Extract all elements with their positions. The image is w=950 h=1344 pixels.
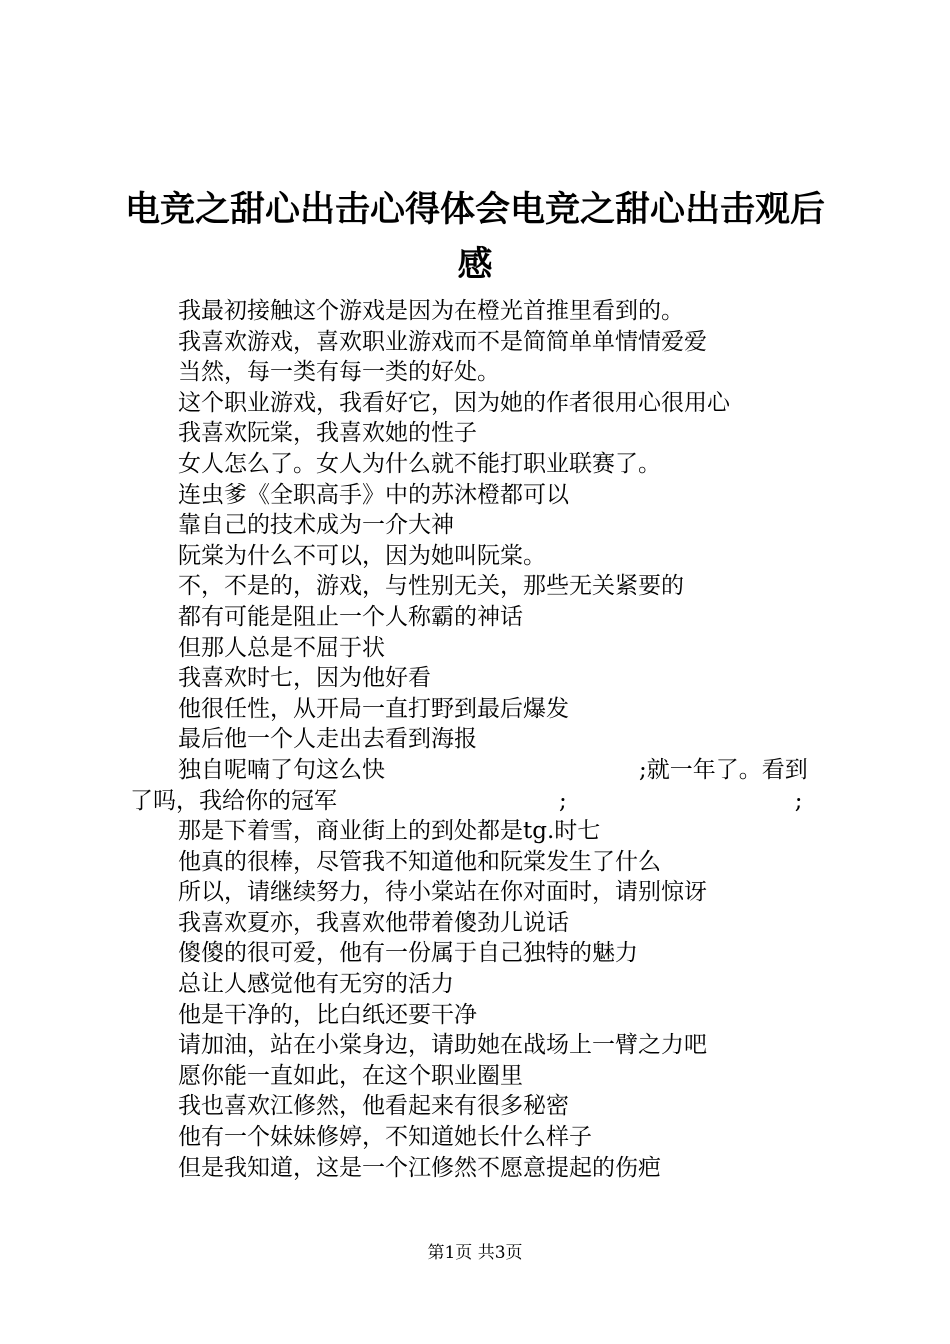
paragraph-line: 连虫爹《全职高手》中的苏沐橙都可以 [178,481,569,508]
paragraph-line: 但那人总是不屈于状 [178,634,385,661]
paragraph-line: 那是下着雪，商业街上的到处都是tg.时七 [178,818,601,845]
paragraph-line: 我喜欢游戏，喜欢职业游戏而不是简简单单情情爱爱 [178,328,707,355]
paragraph-line: 靠自己的技术成为一介大神 [178,512,454,539]
paragraph-line: 他真的很棒，尽管我不知道他和阮棠发生了什么 [178,848,661,875]
paragraph-line-split [130,755,830,786]
document-title-line-2: 感 [457,244,493,285]
paragraph-line: 我喜欢时七，因为他好看 [178,665,431,692]
paragraph-line: 当然，每一类有每一类的好处。 [178,359,500,386]
paragraph-line-split [130,786,830,817]
paragraph-line: 阮棠为什么不可以，因为她叫阮棠。 [178,542,546,569]
paragraph-line: 傻傻的很可爱，他有一份属于自己独特的魅力 [178,940,638,967]
paragraph-line: 他是干净的，比白纸还要干净 [178,1001,477,1028]
paragraph-line: 都有可能是阻止一个人称霸的神话 [178,603,523,630]
split-text-d: ; [559,787,567,814]
paragraph-line: 不，不是的，游戏，与性别无关，那些无关紧要的 [178,573,684,600]
paragraph-line: 他有一个妹妹修婷，不知道她长什么样子 [178,1124,592,1151]
paragraph-line: 请加油，站在小棠身边，请助她在战场上一臂之力吧 [178,1032,707,1059]
document-body [130,296,830,1183]
paragraph-line: 但是我知道，这是一个江修然不愿意提起的伤疤 [178,1154,661,1181]
paragraph-line: 他很任性，从开局一直打野到最后爆发 [178,695,569,722]
paragraph-line: 愿你能一直如此，在这个职业圈里 [178,1062,523,1089]
paragraph-line: 我喜欢阮棠，我喜欢她的性子 [178,420,477,447]
paragraph-line: 我喜欢夏亦，我喜欢他带着傻劲儿说话 [178,909,569,936]
paragraph-line: 我最初接触这个游戏是因为在橙光首推里看到的。 [178,298,684,324]
paragraph-line: 所以，请继续努力，待小棠站在你对面时，请别惊讶 [178,879,707,906]
split-text-b: ;就一年了。看到 [639,756,808,783]
split-text-e: ; [794,787,803,814]
document-title-line-1: 电竞之甜心出击心得体会电竞之甜心出击观后 [124,189,825,230]
page-number-footer: 第1页 共3页 [427,1243,523,1263]
paragraph-line: 我也喜欢江修然，他看起来有很多秘密 [178,1093,569,1120]
paragraph-line: 女人怎么了。女人为什么就不能打职业联赛了。 [178,450,661,477]
paragraph-line: 这个职业游戏，我看好它，因为她的作者很用心很用心 [178,389,730,416]
split-text-c: 了吗，我给你的冠军 [130,787,337,814]
split-text-a: 独自呢喃了句这么快 [178,756,385,783]
paragraph-line: 最后他一个人走出去看到海报 [178,726,477,753]
paragraph-line: 总让人感觉他有无穷的活力 [178,971,454,998]
